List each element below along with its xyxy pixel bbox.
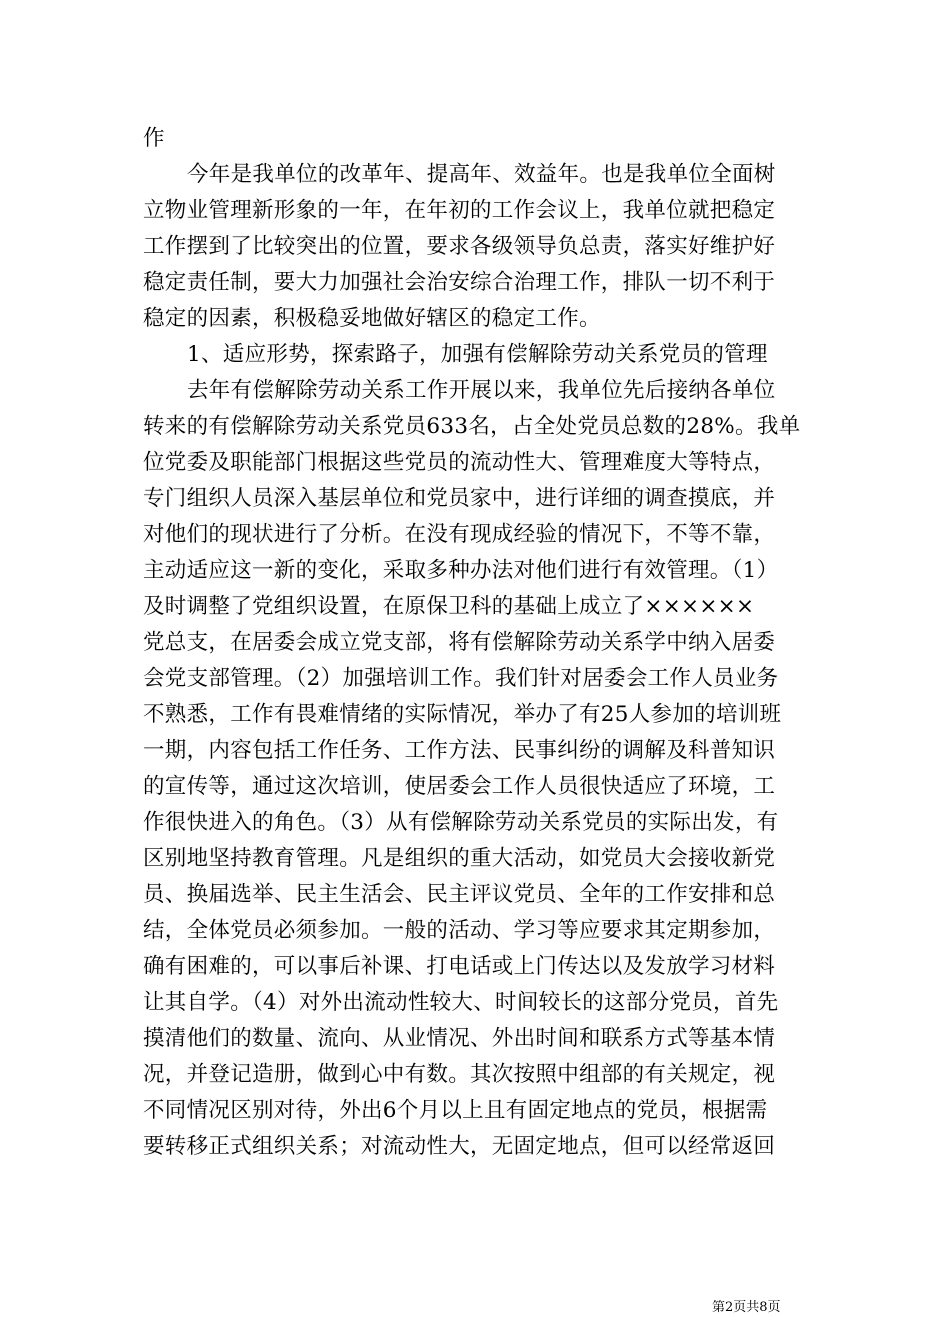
text-line: 作 [143,126,165,151]
text-line: 会党支部管理。（2）加强培训工作。我们针对居委会工作人员业务 [143,666,779,691]
text-line: 摸清他们的数量、流向、从业情况、外出时间和联系方式等基本情 [143,1026,776,1051]
text-line: 对他们的现状进行了分析。在没有现成经验的情况下，不等不靠， [143,522,776,547]
text-line: 稳定责任制，要大力加强社会治安综合治理工作，排队一切不利于 [143,270,776,295]
text-line: 让其自学。（4）对外出流动性较大、时间较长的这部分党员，首先 [143,990,779,1015]
text-line: 主动适应这一新的变化，采取多种办法对他们进行有效管理。（1） [143,558,779,583]
text-line: 位党委及职能部门根据这些党员的流动性大、管理难度大等特点， [143,450,776,475]
text-line: 不熟悉，工作有畏难情绪的实际情况，举办了有25人参加的培训班 [143,702,782,727]
text-line: 及时调整了党组织设置，在原保卫科的基础上成立了×××××× [143,594,755,619]
text-line: 党总支，在居委会成立党支部，将有偿解除劳动关系学中纳入居委 [143,630,776,655]
section-heading: 1、适应形势，探索路子，加强有偿解除劳动关系党员的管理 [187,342,768,367]
text-line: 立物业管理新形象的一年，在年初的工作会议上，我单位就把稳定 [143,198,776,223]
text-line: 况，并登记造册，做到心中有数。其次按照中组部的有关规定，视 [143,1062,776,1087]
text-line: 要转移正式组织关系；对流动性大，无固定地点，但可以经常返回 [143,1134,776,1159]
text-line: 员、换届选举、民主生活会、民主评议党员、全年的工作安排和总 [143,882,776,907]
text-line: 区别地坚持教育管理。凡是组织的重大活动，如党员大会接收新党 [143,846,776,871]
text-line: 一期，内容包括工作任务、工作方法、民事纠纷的调解及科普知识 [143,738,776,763]
text-line: 转来的有偿解除劳动关系党员633名，占全处党员总数的28%。我单 [143,414,801,439]
page-number: 第2页共8页 [712,1300,781,1315]
paragraph-first-line: 今年是我单位的改革年、提高年、效益年。也是我单位全面树 [187,162,776,187]
text-line: 不同情况区别对待，外出6个月以上且有固定地点的党员，根据需 [143,1098,768,1123]
text-line: 专门组织人员深入基层单位和党员家中，进行详细的调查摸底，并 [143,486,776,511]
text-line: 结，全体党员必须参加。一般的活动、学习等应要求其定期参加， [143,918,776,943]
text-line: 确有困难的，可以事后补课、打电话或上门传达以及发放学习材料 [143,954,776,979]
text-line: 工作摆到了比较突出的位置，要求各级领导负总责，落实好维护好 [143,234,776,259]
text-line: 的宣传等，通过这次培训，使居委会工作人员很快适应了环境，工 [143,774,776,799]
text-line: 作很快进入的角色。（3）从有偿解除劳动关系党员的实际出发，有 [143,810,779,835]
paragraph-first-line: 去年有偿解除劳动关系工作开展以来，我单位先后接纳各单位 [187,378,776,403]
text-line: 稳定的因素，积极稳妥地做好辖区的稳定工作。 [143,306,601,331]
